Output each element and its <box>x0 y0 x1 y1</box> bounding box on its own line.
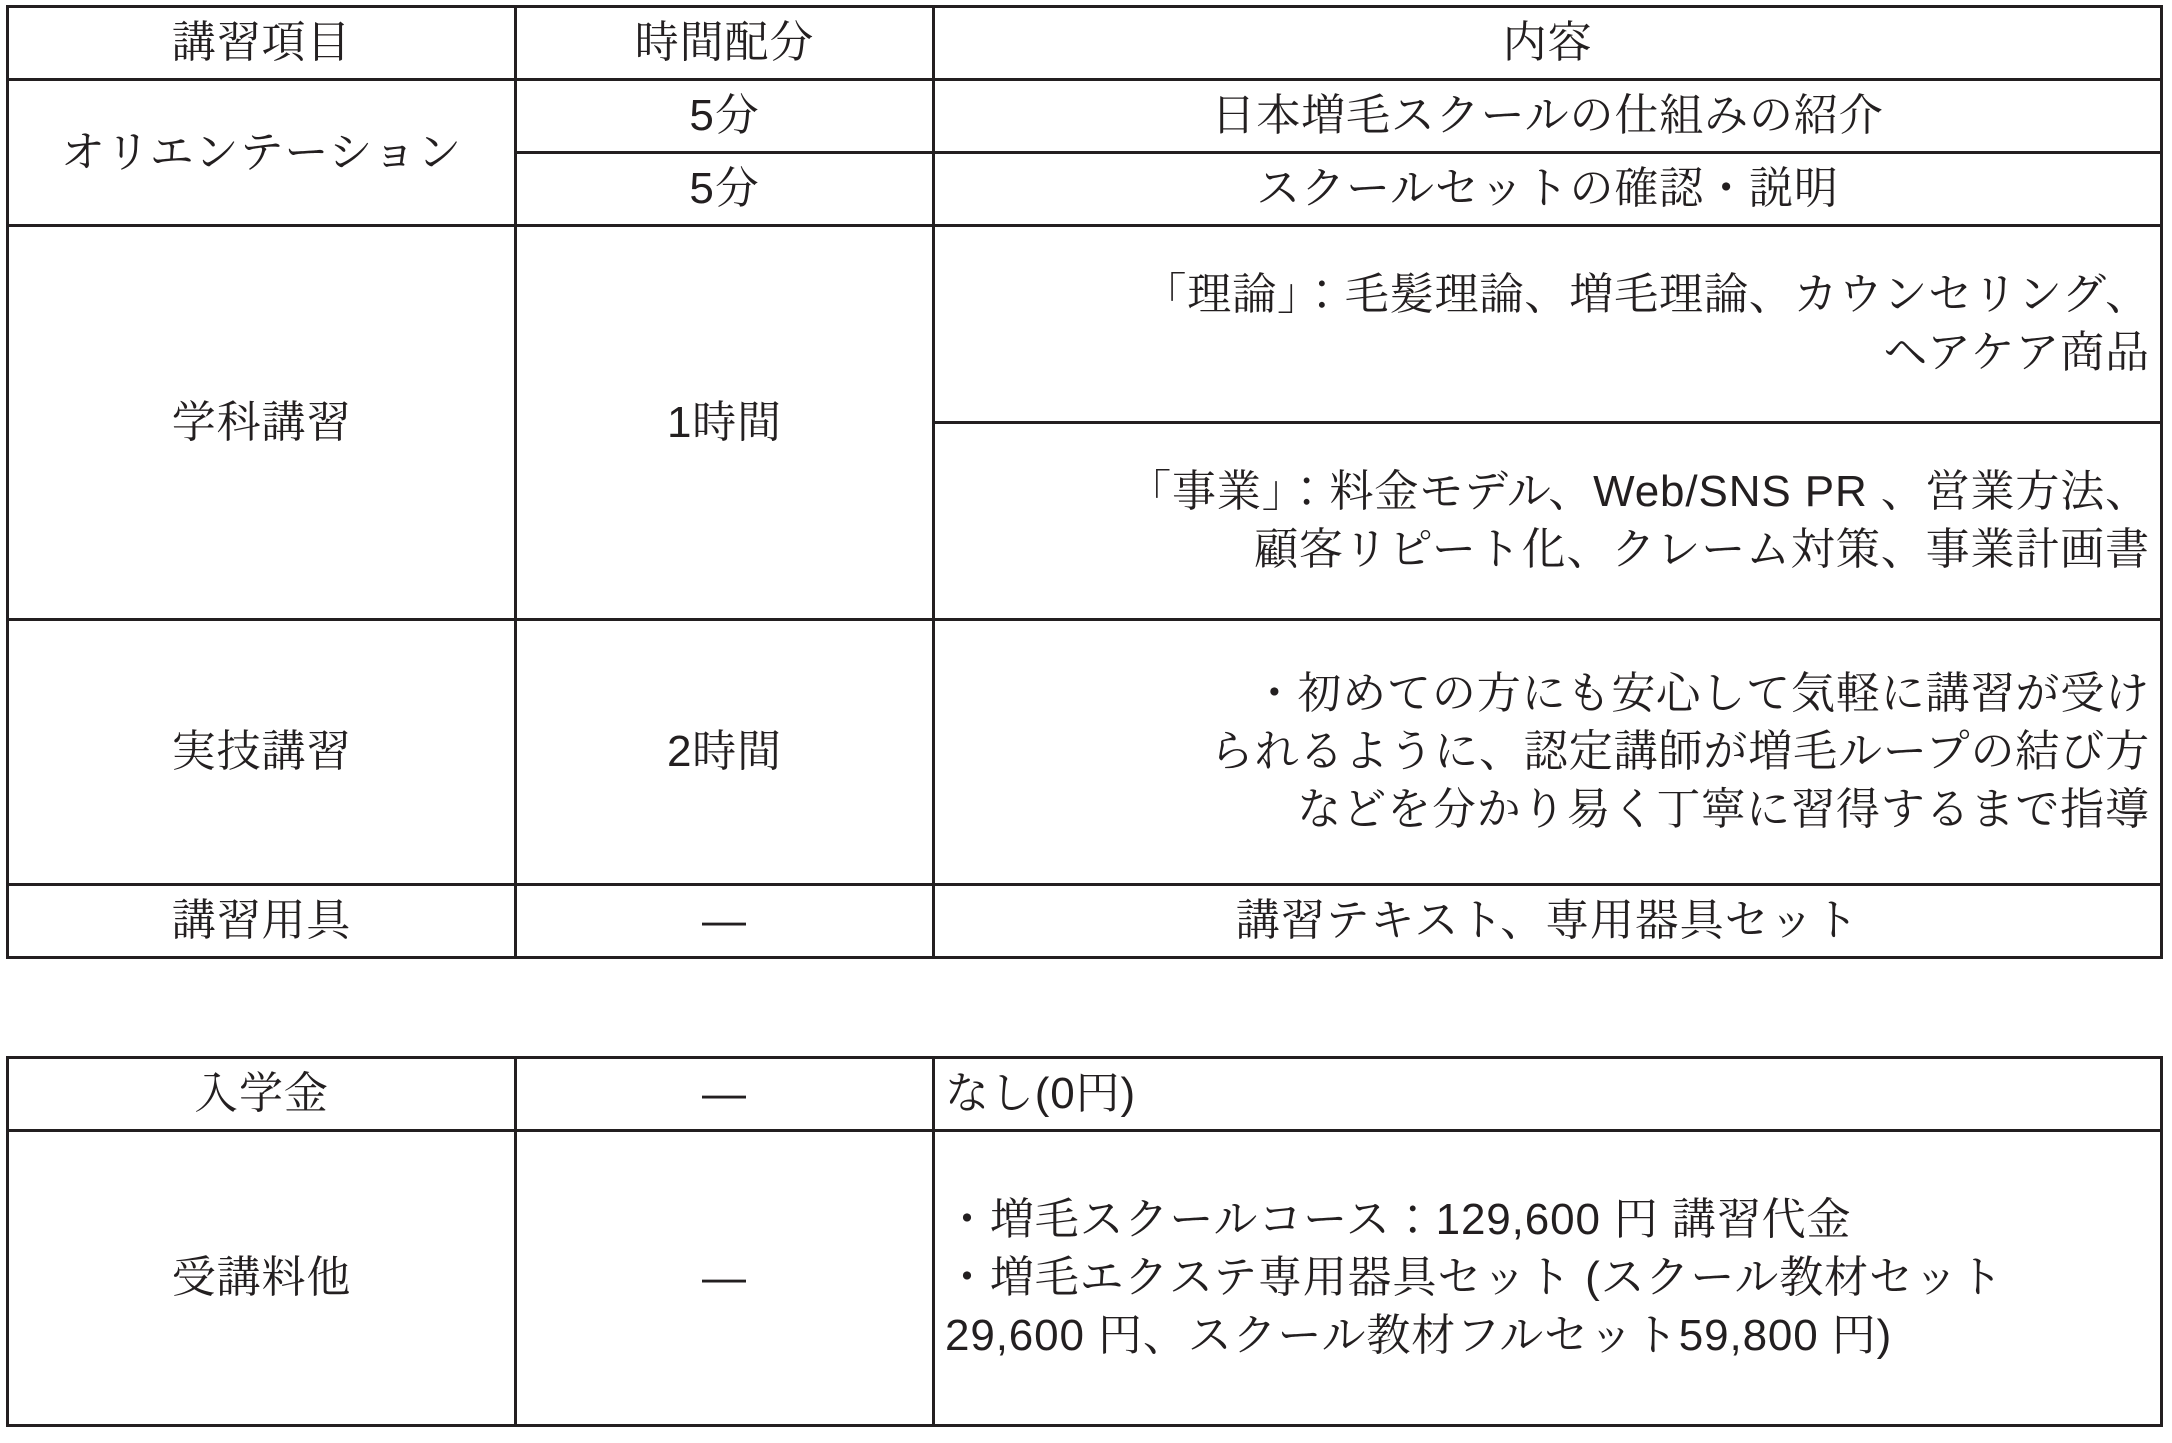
row-content-academic-theory <box>934 226 2162 423</box>
content-line: ・増毛スクールコース：129,600 円 講習代金 <box>945 1194 1852 1244</box>
content-line: られるように、認定講師が増毛ループの結び方 <box>1209 727 2150 777</box>
row-item-academic: 学科講習 <box>8 226 516 620</box>
course-schedule-table <box>6 5 2163 959</box>
row-content-practical <box>934 620 2162 885</box>
row-content-tools: 講習テキスト、専用器具セット <box>934 885 2162 958</box>
row-item-tools: 講習用具 <box>8 885 516 958</box>
table-header-row <box>8 7 2162 80</box>
row-item-practical: 実技講習 <box>8 620 516 885</box>
row-time-orientation-1: 5分 <box>516 80 934 153</box>
row-item-tuition: 受講料他 <box>8 1131 516 1426</box>
row-time-academic: 1時間 <box>516 226 934 620</box>
table-row <box>8 1058 2162 1131</box>
table-row <box>8 620 2162 885</box>
row-content-academic-business <box>934 423 2162 620</box>
content-line: 「事業」：料金モデル、Web/SNS PR 、営業方法、 <box>1127 467 2150 517</box>
row-content-orientation-1: 日本増毛スクールの仕組みの紹介 <box>934 80 2162 153</box>
content-line: ・初めての方にも安心して気軽に講習が受け <box>1252 669 2150 719</box>
row-content-tuition <box>934 1131 2162 1426</box>
row-item-orientation: オリエンテーション <box>8 80 516 226</box>
row-time-practical: 2時間 <box>516 620 934 885</box>
content-line: 29,600 円、スクール教材フルセット59,800 円) <box>945 1311 1893 1361</box>
row-item-admission-fee: 入学金 <box>8 1058 516 1131</box>
header-item: 講習項目 <box>8 7 516 80</box>
header-content: 内容 <box>934 7 2162 80</box>
row-time-admission-fee: — <box>516 1058 934 1131</box>
table-row <box>8 226 2162 423</box>
table-row <box>8 1131 2162 1426</box>
content-line: などを分かり易く丁寧に習得するまで指導 <box>1297 785 2150 835</box>
row-time-tuition: — <box>516 1131 934 1426</box>
content-line: ・増毛エクステ専用器具セット (スクール教材セット <box>945 1253 2004 1303</box>
fee-table <box>6 1056 2163 1427</box>
table-row <box>8 80 2162 153</box>
content-line: 「理論」：毛髪理論、増毛理論、カウンセリング、 <box>1142 270 2150 320</box>
table-row <box>8 885 2162 958</box>
row-time-tools: — <box>516 885 934 958</box>
header-time: 時間配分 <box>516 7 934 80</box>
row-content-orientation-2: スクールセットの確認・説明 <box>934 153 2162 226</box>
row-time-orientation-2: 5分 <box>516 153 934 226</box>
row-content-admission-fee: なし(0円) <box>934 1058 2162 1131</box>
content-line: ヘアケア商品 <box>1883 328 2150 378</box>
content-line: 顧客リピート化、クレーム対策、事業計画書 <box>1254 525 2150 575</box>
